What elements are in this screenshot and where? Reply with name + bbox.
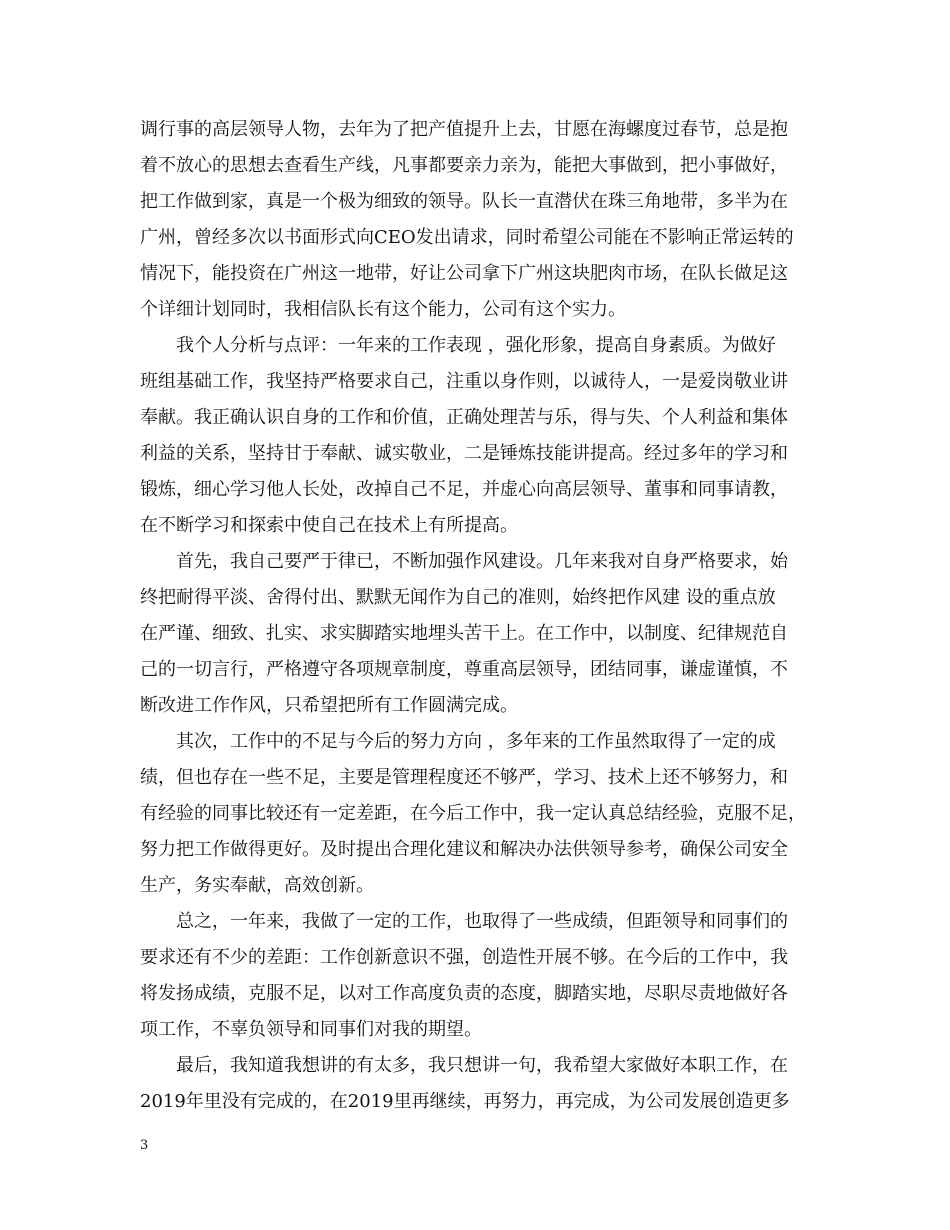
- text-line: 2019年里没有完成的，在2019里再继续，再努力，再完成，为公司发展创造更多: [140, 1091, 790, 1112]
- page-number: 3: [140, 1138, 149, 1153]
- text-line: 努力把工作做得更好。及时提出合理化建议和解决办法供领导参考，确保公司安全: [140, 839, 788, 860]
- text-line: 有经验的同事比较还有一定差距，在今后工作中，我一定认真总结经验，克服不足，: [140, 803, 806, 824]
- text-line: 其次，工作中的不足与今后的努力方向 ，多年来的工作虽然取得了一定的成: [176, 731, 776, 752]
- text-line: 在不断学习和探索中使自己在技术上有所提高。: [140, 515, 518, 536]
- text-line: 项工作，不辜负领导和同事们对我的期望。: [140, 1019, 482, 1040]
- text-line: 生产，务实奉献，高效创新。: [140, 875, 374, 896]
- text-line: 绩，但也存在一些不足，主要是管理程度还不够严，学习、技术上还不够努力，和: [140, 767, 788, 788]
- text-line: 着不放心的思想去查看生产线，凡事都要亲力亲为，能把大事做到，把小事做好，: [140, 155, 788, 176]
- text-line: 总之，一年来，我做了一定的工作，也取得了一些成绩，但距领导和同事们的: [176, 911, 788, 932]
- text-line: 己的一切言行，严格遵守各项规章制度，尊重高层领导，团结同事，谦虚谨慎，不: [140, 659, 788, 680]
- text-line: 最后，我知道我想讲的有太多，我只想讲一句，我希望大家做好本职工作，在: [176, 1055, 788, 1076]
- text-line: 利益的关系，坚持甘于奉献、诚实敬业，二是锤炼技能讲提高。经过多年的学习和: [140, 443, 788, 464]
- text-line: 把工作做到家，真是一个极为细致的领导。队长一直潜伏在珠三角地带，多半为在: [140, 191, 788, 212]
- text-line: 我个人分析与点评：一年来的工作表现 ，强化形象，提高自身素质。为做好: [176, 335, 776, 356]
- text-line: 广州，曾经多次以书面形式向CEO发出请求，同时希望公司能在不影响正常运转的: [140, 227, 794, 248]
- text-line: 班组基础工作，我坚持严格要求自己，注重以身作则，以诚待人，一是爱岗敬业讲: [140, 371, 788, 392]
- text-line: 锻炼，细心学习他人长处，改掉自己不足，并虚心向高层领导、董事和同事请教，: [140, 479, 788, 500]
- text-line: 个详细计划同时，我相信队长有这个能力，公司有这个实力。: [140, 299, 626, 320]
- text-line: 要求还有不少的差距：工作创新意识不强，创造性开展不够。在今后的工作中，我: [140, 947, 788, 968]
- text-line: 奉献。我正确认识自身的工作和价值，正确处理苦与乐，得与失、个人利益和集体: [140, 407, 788, 428]
- text-line: 终把耐得平淡、舍得付出、默默无闻作为自己的准则，始终把作风建 设的重点放: [140, 587, 776, 608]
- text-line: 在严谨、细致、扎实、求实脚踏实地埋头苦干上。在工作中，以制度、纪律规范自: [140, 623, 788, 644]
- text-line: 断改进工作作风，只希望把所有工作圆满完成。: [140, 695, 518, 716]
- text-line: 首先，我自己要严于律已，不断加强作风建设。几年来我对自身严格要求，始: [176, 551, 788, 572]
- text-line: 情况下，能投资在广州这一地带，好让公司拿下广州这块肥肉市场，在队长做足这: [140, 263, 788, 284]
- text-line: 将发扬成绩，克服不足，以对工作高度负责的态度，脚踏实地，尽职尽责地做好各: [140, 983, 788, 1004]
- text-line: 调行事的高层领导人物，去年为了把产值提升上去，甘愿在海螺度过春节，总是抱: [140, 119, 788, 140]
